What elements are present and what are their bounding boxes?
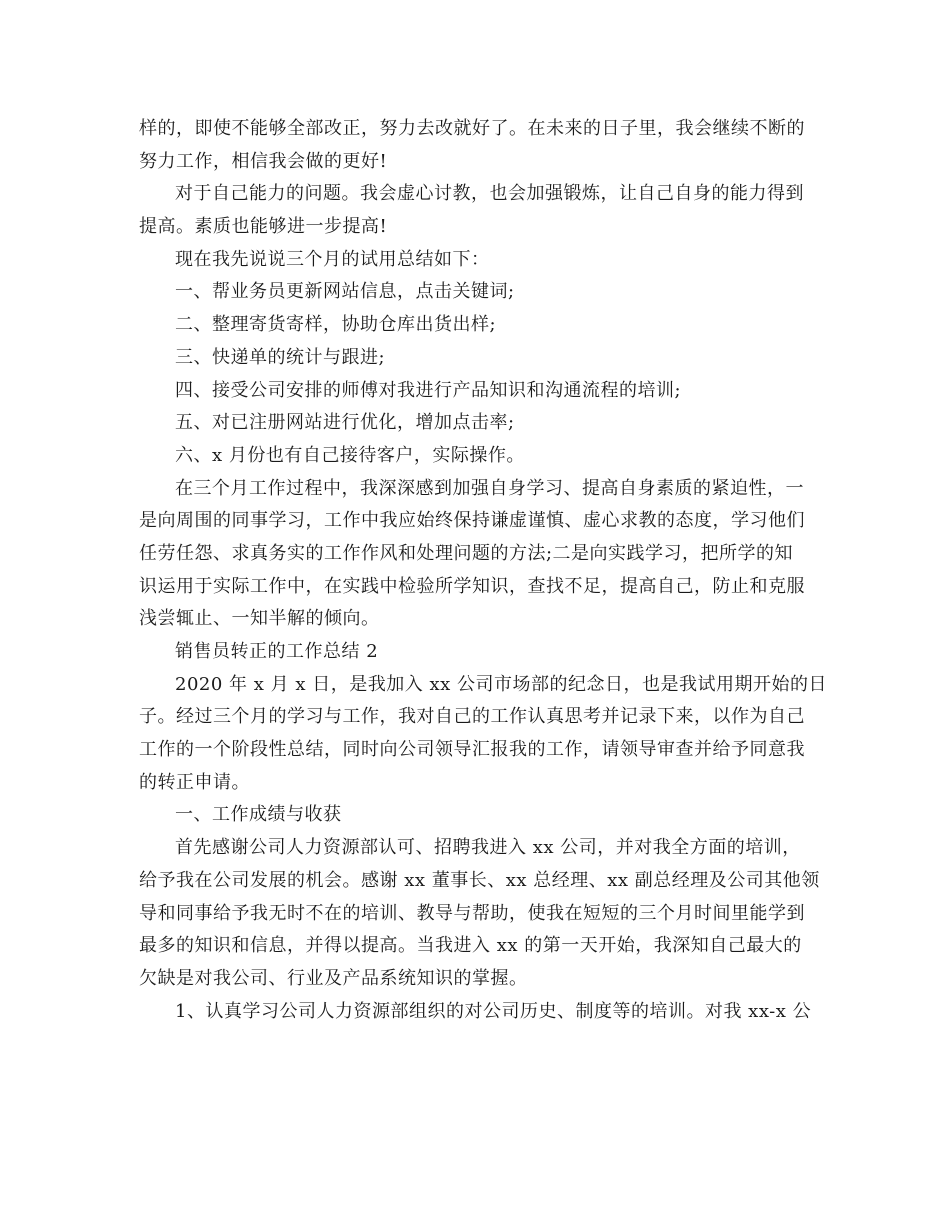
- text-line: 一、工作成绩与收获: [175, 804, 342, 826]
- text-line: 现在我先说说三个月的试用总结如下：: [175, 248, 490, 270]
- text-line: 五、对已注册网站进行优化，增加点击率;: [175, 412, 515, 434]
- text-line: 任劳任怨、求真务实的工作作风和处理问题的方法;二是向实践学习，把所学的知: [139, 542, 794, 564]
- text-line: 是向周围的同事学习，工作中我应始终保持谦虚谨慎、虚心求教的态度，学习他们: [139, 510, 805, 532]
- text-line: 欠缺是对我公司、行业及产品系统知识的掌握。: [139, 967, 528, 989]
- text-line: 销售员转正的工作总结 2: [175, 641, 379, 662]
- text-line: 首先感谢公司人力资源部认可、招聘我进入 xx 公司，并对我全方面的培训，: [175, 837, 801, 859]
- text-line: 样的，即使不能够全部改正，努力去改就好了。在未来的日子里，我会继续不断的: [139, 118, 805, 139]
- text-line: 二、整理寄货寄样，协助仓库出货出样;: [175, 314, 497, 336]
- text-line: 一、帮业务员更新网站信息，点击关键词;: [175, 281, 515, 303]
- text-line: 识运用于实际工作中，在实践中检验所学知识，查找不足，提高自己，防止和克服: [139, 575, 805, 597]
- text-line: 在三个月工作过程中，我深深感到加强自身学习、提高自身素质的紧迫性，一: [175, 477, 804, 499]
- text-line: 1、认真学习公司人力资源部组织的对公司历史、制度等的培训。对我 xx-x 公: [175, 1000, 812, 1022]
- text-line: 的转正申请。: [139, 771, 250, 793]
- text-line: 努力工作，相信我会做的更好!: [139, 150, 388, 172]
- text-line: 子。经过三个月的学习与工作，我对自己的工作认真思考并记录下来，以作为自己: [139, 706, 805, 728]
- text-line: 工作的一个阶段性总结，同时向公司领导汇报我的工作，请领导审查并给予同意我: [139, 739, 805, 761]
- document-body: [139, 113, 827, 1028]
- text-line: 六、x 月份也有自己接待客户，实际操作。: [175, 444, 525, 466]
- text-line: 浅尝辄止、一知半解的倾向。: [139, 608, 380, 630]
- text-line: 四、接受公司安排的师傅对我进行产品知识和沟通流程的培训;: [175, 379, 682, 401]
- text-line: 最多的知识和信息，并得以提高。当我进入 xx 的第一天开始，我深知自己最大的: [139, 935, 802, 957]
- text-line: 给予我在公司发展的机会。感谢 xx 董事长、xx 总经理、xx 副总经理及公司其他领: [139, 869, 820, 891]
- text-line: 导和同事给予我无时不在的培训、教导与帮助，使我在短短的三个月时间里能学到: [139, 902, 805, 924]
- text-line: 三、快递单的统计与跟进;: [175, 346, 386, 368]
- text-line: 2020 年 x 月 x 日，是我加入 xx 公司市场部的纪念日，也是我试用期开始的日: [175, 673, 827, 695]
- text-line: 提高。素质也能够进一步提高!: [139, 216, 388, 238]
- text-line: 对于自己能力的问题。我会虚心讨教，也会加强锻炼，让自己自身的能力得到: [175, 183, 804, 205]
